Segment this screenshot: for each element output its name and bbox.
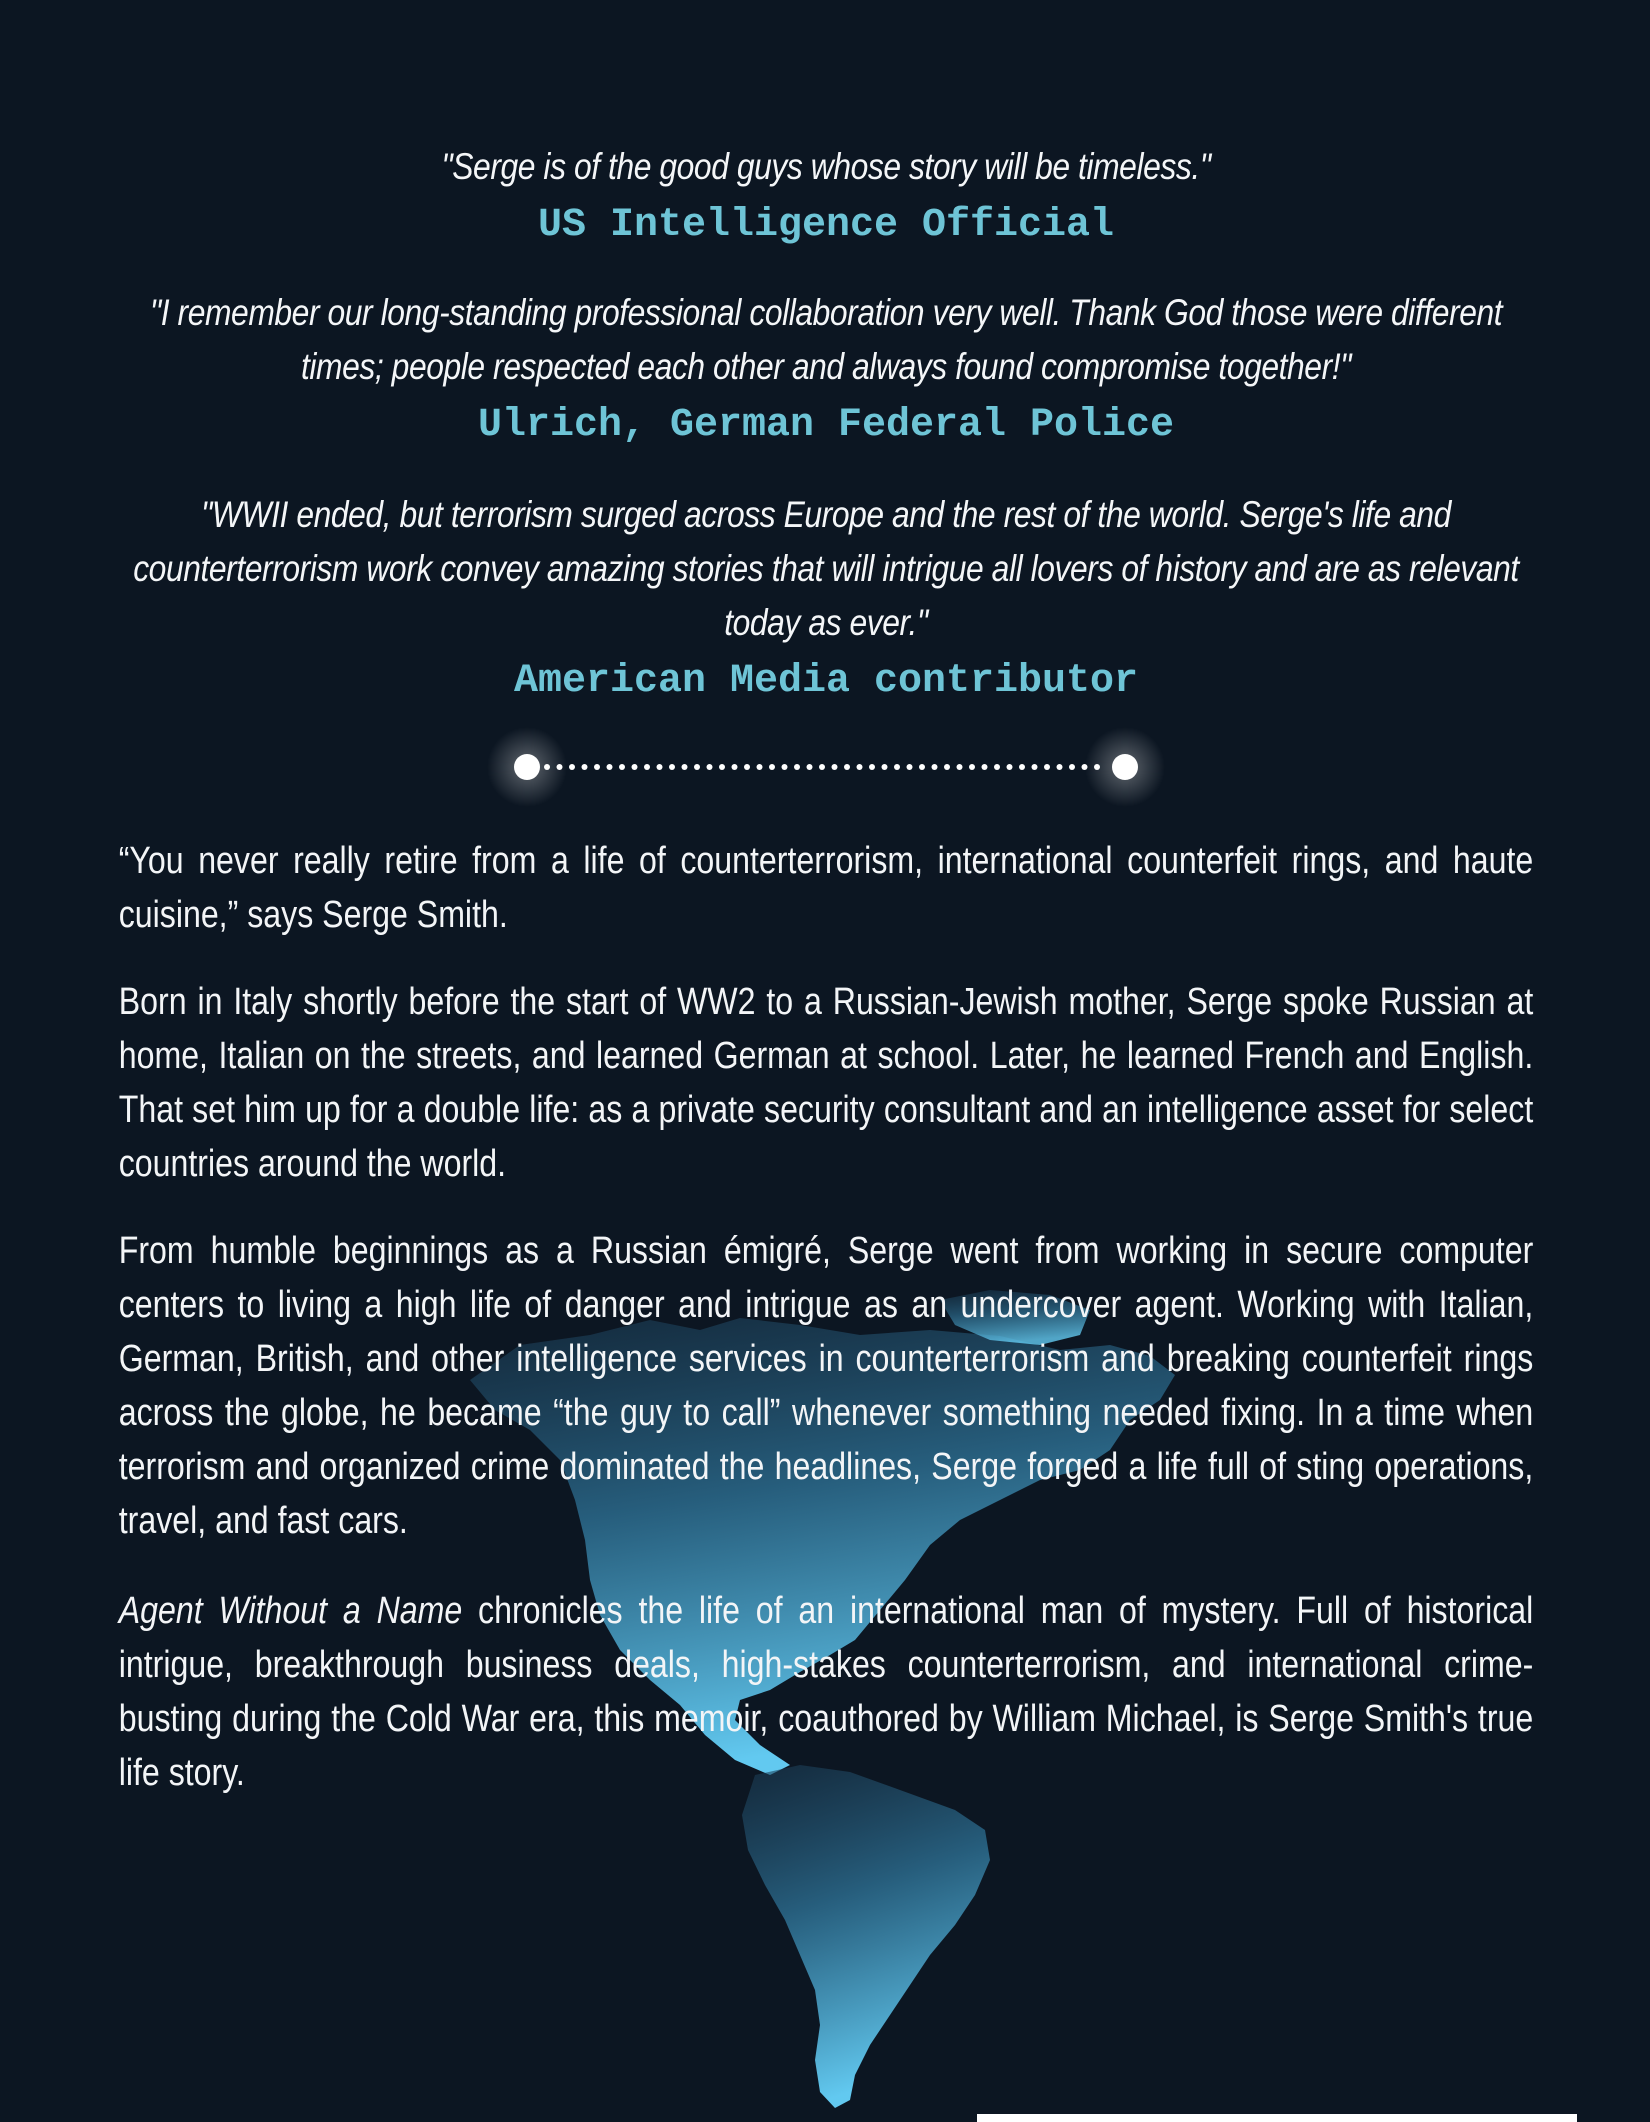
divider-dot xyxy=(944,764,950,770)
divider-dot xyxy=(694,764,700,770)
divider-dot xyxy=(769,764,775,770)
divider-dot xyxy=(732,764,738,770)
divider-dot xyxy=(894,764,900,770)
divider-dot xyxy=(794,764,800,770)
divider-dot xyxy=(782,764,788,770)
divider-dot xyxy=(832,764,838,770)
divider-dot xyxy=(857,764,863,770)
divider-dot xyxy=(932,764,938,770)
divider-endpoint-right xyxy=(1112,754,1138,780)
divider-dot xyxy=(619,764,625,770)
dotted-divider xyxy=(119,745,1533,789)
divider-dot xyxy=(744,764,750,770)
divider-dot xyxy=(957,764,963,770)
divider-dot xyxy=(1057,764,1063,770)
divider-dot xyxy=(1094,764,1100,770)
body-paragraph-4 xyxy=(119,1584,1534,1800)
divider-dot xyxy=(682,764,688,770)
book-title: Agent Without a Name xyxy=(118,1590,463,1632)
divider-dot xyxy=(657,764,663,770)
divider-dot xyxy=(969,764,975,770)
divider-dot xyxy=(882,764,888,770)
divider-endpoint-left xyxy=(514,754,540,780)
body-paragraph-1: “You never really retire from a life of counterterrorism, international counterfeit rings, and haute cuisine,” says Serge Smith. xyxy=(118,840,1534,936)
divider-dot xyxy=(982,764,988,770)
divider-dot xyxy=(569,764,575,770)
testimonial-quote-1: "Serge is of the good guys whose story will be timeless." xyxy=(441,146,1211,187)
divider-dot xyxy=(1069,764,1075,770)
divider-dot xyxy=(594,764,600,770)
testimonial-quote-3: "WWII ended, but terrorism surged across Europe and the rest of the world. Serge's life and counterterrorism work convey amazing stories that will intrigue all lovers of history and are as relevant today as ever." xyxy=(133,494,1519,643)
divider-dot xyxy=(607,764,613,770)
divider-dot xyxy=(544,764,550,770)
divider-dot xyxy=(632,764,638,770)
testimonial-attribution-2: Ulrich, German Federal Police xyxy=(477,403,1175,448)
divider-dot xyxy=(1007,764,1013,770)
divider-dot xyxy=(807,764,813,770)
divider-dot xyxy=(919,764,925,770)
divider-dot xyxy=(719,764,725,770)
testimonial-attribution-3: American Media contributor xyxy=(513,659,1139,704)
divider-dot xyxy=(1032,764,1038,770)
divider-dots xyxy=(544,764,1100,770)
divider-dot xyxy=(819,764,825,770)
divider-dot xyxy=(1082,764,1088,770)
testimonial-attribution-1: US Intelligence Official xyxy=(537,203,1115,248)
divider-dot xyxy=(1044,764,1050,770)
body-paragraph-3: From humble beginnings as a Russian émigré, Serge went from working in secure computer centers to living a high life of danger and intrigue as an undercover agent. Working with Italian, German, British, and other intelligence services in counterterrorism and breaking counterfeit rings across the globe, he became “the guy to call” whenever something needed fixing. In a time when terrorism and organized crime dominated the headlines, Serge forged a life full of sting operations, travel, and fast cars. xyxy=(118,1230,1534,1542)
divider-dot xyxy=(557,764,563,770)
testimonial-quote-2: "I remember our long-standing professional collaboration very well. Thank God those were different times; people respected each other and always found compromise together!" xyxy=(149,292,1503,387)
divider-dot xyxy=(582,764,588,770)
divider-dot xyxy=(707,764,713,770)
divider-dot xyxy=(844,764,850,770)
body-paragraph-2: Born in Italy shortly before the start of WW2 to a Russian-Jewish mother, Serge spoke Russian at home, Italian on the streets, and learned German at school. Later, he learned French and English. That set him up for a double life: as a private security consultant and an intelligence asset for select countries around the world. xyxy=(118,981,1534,1185)
divider-dot xyxy=(907,764,913,770)
divider-dot xyxy=(869,764,875,770)
divider-dot xyxy=(669,764,675,770)
body-paragraph-4-text: chronicles the life of an international man of mystery. Full of historical intrigue, breakthrough business deals, high-stakes counterterrorism, and international crime-busting during the Cold War era, this memoir, coauthored by William Michael, is Serge Smith's true life story. xyxy=(118,1590,1534,1794)
divider-dot xyxy=(757,764,763,770)
divider-dot xyxy=(994,764,1000,770)
bottom-edge-bar xyxy=(977,2114,1577,2122)
divider-dot xyxy=(1019,764,1025,770)
divider-dot xyxy=(644,764,650,770)
